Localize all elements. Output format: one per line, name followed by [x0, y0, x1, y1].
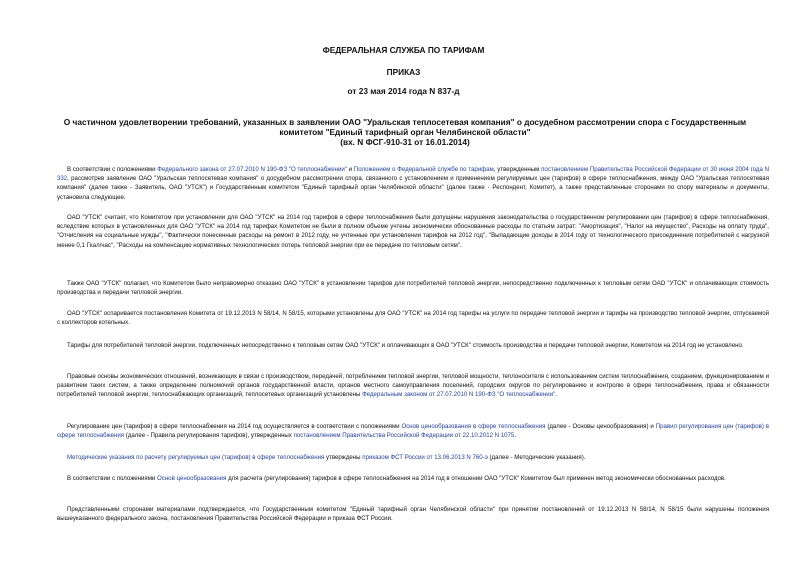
- p7-text-d: .: [514, 432, 517, 440]
- link-federal-law-190[interactable]: Федерального закона от 27.07.2010 N 190-ФЗ "О теплоснабжении": [157, 166, 347, 173]
- p8-text-b: (далее - Методические указания).: [487, 454, 586, 461]
- p9-text-b: для расчета (регулирования) тарифов в сфере теплоснабжения на 2014 год в отношении ОАО "УТСК" Комитетом был применен метод экономически обоснованных расходов.: [226, 475, 726, 482]
- link-government-decree-332[interactable]: постановлением Правительства Российской Федерации от 30 июня 2004 года N 332: [57, 166, 770, 183]
- paragraph-7: [57, 422, 769, 440]
- title-line-3: (вх. N ФСГ-910-31 от 16.01.2014): [340, 137, 470, 147]
- paragraph-1: [57, 165, 769, 202]
- p7-text-c: (далее - Правила регулирования тарифов), утвержденных: [124, 432, 294, 440]
- paragraph-5: Тарифы для потребителей тепловой энергии, подключенных непосредственно к тепловым сетям ОАО "УТСК" и оплачивающих в ОАО "УТСК" стоимость производства и передачи тепловой энергии, Комитетом на 2014 год не установлено.: [67, 342, 744, 349]
- title-line-1: О частичном удовлетворении требований, указанных в заявлении ОАО "Уральская теплосетевая компания" о досудебном рассмотрении спора с Государственным: [63, 117, 747, 127]
- document-title: [60, 117, 750, 147]
- p6-text-b: .: [555, 391, 557, 399]
- date-number-heading: от 23 мая 2014 года N 837-д: [347, 86, 460, 96]
- p1-text-b: и: [346, 166, 354, 173]
- paragraph-3: Также ОАО "УТСК" полагает, что Комитетом было неправомерно отказано ОАО "УТСК" в установлении тарифов для потребителей тепловой энергии, непосредственно подключенных к тепловым сетям ОАО "УТСК" и оплачивающих стоимость производства и передачи тепловой энергии.: [57, 280, 769, 297]
- paragraph-6: [57, 372, 769, 400]
- link-government-decree-1075[interactable]: постановлением Правительства Российской Федерации от 22.10.2012 N 1075: [293, 432, 515, 440]
- p7-text-b: (далее - Основы ценообразования) и: [545, 423, 656, 430]
- agency-heading: ФЕДЕРАЛЬНАЯ СЛУЖБА ПО ТАРИФАМ: [322, 45, 485, 55]
- paragraph-8: [57, 453, 769, 462]
- link-pricing-basics[interactable]: Основ ценообразования в сфере теплоснабжения: [401, 423, 546, 430]
- p6-text-a: Правовые основы экономических отношений, возникающих в связи с производством, передачей, потреблением тепловой энергии, тепловой мощности, теплоносителя с использованием систем теплоснабжения, созданием, функционированием и развитием таких систем, а также определение полномочий органов государственной власти, органов местного самоуправления поселений, городских округов по регулированию и контролю в сфере теплоснабжения, права и обязанности потребителей тепловой энергии, теплоснабжающих организаций, теплосетевых организаций установлены: [57, 373, 769, 399]
- doc-type-heading: ПРИКАЗ: [386, 67, 421, 77]
- link-pricing-basics-2[interactable]: Основ ценообразования: [157, 475, 227, 482]
- link-fst-regulation[interactable]: Положением о Федеральной службе по тарифам: [353, 166, 494, 173]
- link-tariff-rules[interactable]: Правил регулирования цен (тарифов) в сфере теплоснабжения: [57, 423, 770, 440]
- p8-text-a: утверждены: [324, 454, 363, 461]
- link-methodological-guidelines[interactable]: Методические указания по расчету регулируемых цен (тарифов) в сфере теплоснабжения: [67, 454, 325, 461]
- p1-text-a: В соответствии с положениями: [67, 166, 158, 173]
- link-fst-order-760[interactable]: приказом ФСТ России от 13.06.2013 N 760-э: [362, 454, 488, 461]
- title-line-2: комитетом "Единый тарифный орган Челябинской области": [279, 127, 531, 137]
- paragraph-2: ОАО "УТСК" считает, что Комитетом при установлении для ОАО "УТСК" на 2014 год тарифов в сфере теплоснабжения были допущены нарушения законодательства о государственном регулировании цен (тарифов) в сфере теплоснабжения, вследствие которых в установленных для ОАО "УТСК" на 2014 год тарифах Комитетом не были в полном объеме учтены экономически обоснованные расходы по статьям затрат: "Амортизация", "Налог на имущество", Расходы на оплату труда", "Отчисления на социальные нужды", "Фактически понесенные расходы на ремонт в 2012 году, не учтенные при установлении тарифов на 2012 год", "Выпадающие доходы в 2014 году от технологического присоединения потребителей с нагрузкой менее 0,1 Гкал/час", "Расходы на компенсацию нормативных технологических потерь тепловой энергии при ее передаче по тепловым сетям".: [57, 214, 769, 249]
- paragraph-9: [57, 474, 769, 483]
- p1-text-d: , рассмотрев заявление ОАО "Уральская теплосетевая компания" о досудебном рассмотрении спора, связанного с установлением и применением регулируемых цен (тарифов) в сфере теплоснабжения, между ОАО "Уральская теплосетевая компания" (далее также - Заявитель, ОАО "УТСК") и Государственным комитетом "Единый тарифный орган Челябинской области" (далее также - Респондент, Комитет), а также представленные сторонами по спору материалы и документы, установила следующее.: [57, 175, 769, 201]
- link-federal-law-190-2[interactable]: Федеральным законом от 27.07.2010 N 190-ФЗ "О теплоснабжении": [362, 391, 556, 399]
- p7-text-a: Регулирование цен (тарифов) в сфере теплоснабжения на 2014 год осуществляется в соответствии с положениями: [67, 423, 402, 430]
- p9-text-a: В соответствии с положениями: [67, 475, 158, 482]
- paragraph-4: ОАО "УТСК" оспаривается постановления Комитета от 19.12.2013 N 58/14, N 58/15, которыми установлены для ОАО "УТСК" на 2014 год тарифы на услуги по передаче тепловой энергии и тарифы на производство тепловой энергии, отпускаемой с коллекторов котельных.: [57, 310, 769, 327]
- paragraph-10: Представленными сторонами материалами подтверждается, что Государственным комитетом "Единый тарифный орган Челябинской области" при принятии постановлений от 19.12.2013 N 58/14, N 58/15 были нарушены положения вышеуказанного федерального закона, постановления Правительства Российской Федерации и приказа ФСТ России.: [57, 506, 769, 523]
- p1-text-c: , утвержденным: [493, 166, 542, 173]
